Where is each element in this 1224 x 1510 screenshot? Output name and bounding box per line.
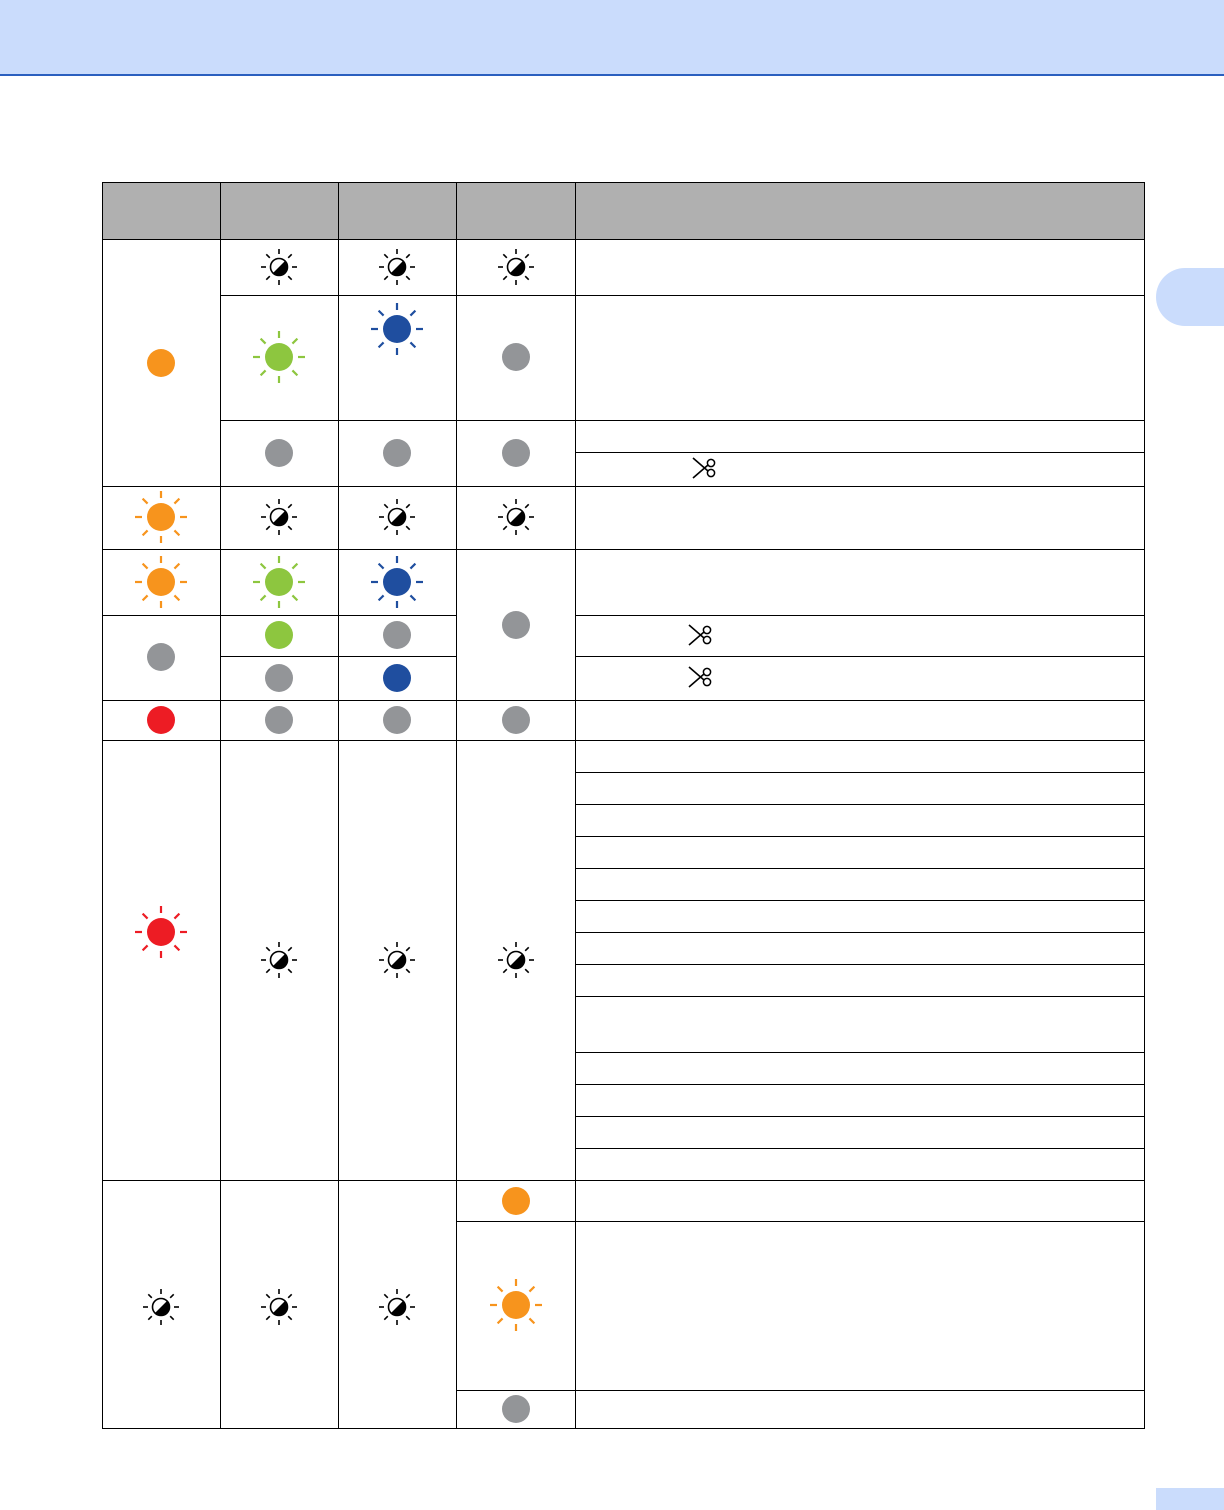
table-cell: [575, 1148, 1145, 1181]
table-cell: [575, 1390, 1145, 1429]
half-lit-indicator-icon: [377, 940, 417, 980]
table-cell: [575, 772, 1145, 805]
table-cell: [575, 1084, 1145, 1117]
table-cell: [575, 295, 1145, 421]
half-lit-indicator-icon: [496, 940, 536, 980]
solid-dot-icon: [146, 705, 176, 735]
solid-dot-icon: [264, 438, 294, 468]
solid-dot-icon: [264, 620, 294, 650]
half-lit-indicator-icon: [259, 940, 299, 980]
table-cell: [575, 1052, 1145, 1085]
table-cell: [575, 239, 1145, 296]
table-cell: [575, 615, 1145, 657]
scissors-icon: [686, 663, 714, 691]
table-cell: [575, 804, 1145, 837]
table-cell: [575, 1116, 1145, 1149]
header-band: [0, 0, 1224, 76]
page-number-box: [1156, 1488, 1224, 1510]
half-lit-indicator-icon: [259, 247, 299, 287]
solid-dot-icon: [501, 1394, 531, 1424]
table-cell: [102, 740, 221, 1181]
table-header-cell: [338, 182, 457, 240]
table-cell: [575, 1221, 1145, 1391]
flashing-dot-icon: [133, 904, 189, 960]
half-lit-indicator-icon: [377, 497, 417, 537]
flashing-dot-icon: [133, 554, 189, 610]
table-cell: [575, 1180, 1145, 1222]
chapter-tab: [1156, 268, 1224, 326]
table-cell: [575, 964, 1145, 997]
table-cell: [575, 656, 1145, 701]
flashing-dot-icon: [133, 489, 189, 545]
half-lit-indicator-icon: [141, 1287, 181, 1327]
solid-dot-icon: [501, 342, 531, 372]
table-cell: [575, 868, 1145, 901]
solid-dot-icon: [264, 663, 294, 693]
solid-dot-icon: [501, 705, 531, 735]
solid-dot-icon: [501, 610, 531, 640]
solid-dot-icon: [382, 438, 412, 468]
table-cell: [575, 486, 1145, 550]
flashing-dot-icon: [251, 329, 307, 385]
half-lit-indicator-icon: [259, 1287, 299, 1327]
table-cell: [575, 549, 1145, 616]
flashing-dot-icon: [369, 554, 425, 610]
solid-dot-icon: [264, 705, 294, 735]
solid-dot-icon: [501, 1186, 531, 1216]
table-header-cell: [456, 182, 576, 240]
scissors-icon: [690, 454, 718, 482]
solid-dot-icon: [382, 705, 412, 735]
table-header-cell: [220, 182, 339, 240]
flashing-dot-icon: [251, 554, 307, 610]
table-cell: [575, 700, 1145, 741]
table-cell: [575, 836, 1145, 869]
half-lit-indicator-icon: [377, 1287, 417, 1327]
flashing-dot-icon: [369, 301, 425, 357]
table-header-cell: [102, 182, 221, 240]
half-lit-indicator-icon: [377, 247, 417, 287]
solid-dot-icon: [382, 620, 412, 650]
half-lit-indicator-icon: [496, 247, 536, 287]
scissors-icon: [686, 621, 714, 649]
table-cell: [575, 900, 1145, 933]
solid-dot-icon: [382, 663, 412, 693]
table-cell: [575, 452, 1145, 487]
table-cell: [575, 932, 1145, 965]
solid-dot-icon: [146, 348, 176, 378]
half-lit-indicator-icon: [259, 497, 299, 537]
solid-dot-icon: [146, 642, 176, 672]
table-header-cell: [575, 182, 1145, 240]
table-cell: [575, 420, 1145, 453]
half-lit-indicator-icon: [496, 497, 536, 537]
table-cell: [575, 996, 1145, 1053]
table-cell: [575, 740, 1145, 773]
flashing-dot-icon: [488, 1277, 544, 1333]
solid-dot-icon: [501, 438, 531, 468]
